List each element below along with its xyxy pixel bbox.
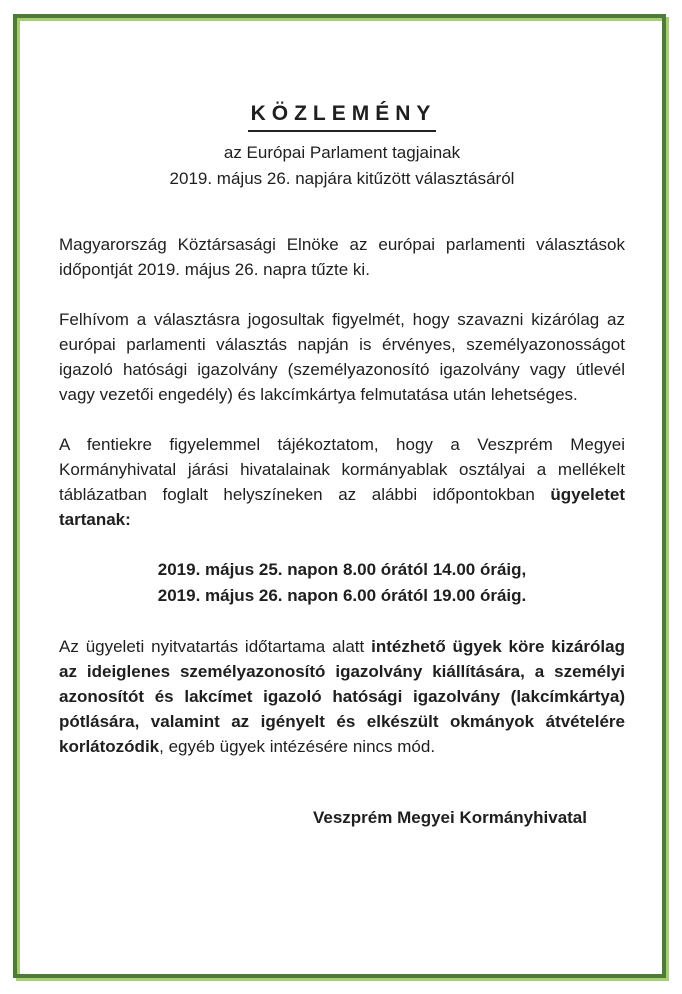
page-title: KÖZLEMÉNY	[248, 102, 437, 132]
paragraph-service-scope: Az ügyeleti nyitvatartás időtartama alatt intézhető ügyek köre kizárólag az ideiglenes személyazonosító igazolvány kiállítására, a személyi azonosítót és lakcímet igazoló hatósági igazolvány (lakcímkártya) pótlására, valamint az igényelt és elkészült okmányok átvételére korlátozódik, egyéb ügyek intézésére nincs mód.	[59, 637, 625, 756]
body-paragraphs	[59, 232, 625, 759]
signature-issuer: Veszprém Megyei Kormányhivatal	[312, 808, 587, 827]
title-block	[59, 102, 625, 132]
schedule-line-may-25: 2019. május 25. napon 8.00 órától 14.00 óráig,	[157, 560, 527, 579]
duty-hours-schedule	[59, 557, 625, 609]
paragraph-voting-requirements: Felhívom a választásra jogosultak figyelmét, hogy szavazni kizárólag az európai parlamenti választás napján is érvényes, személyazonosságot igazoló hatósági igazolvány (személyazonosító igazolvány vagy útlevél vagy vezetői engedély) és lakcímkártya felmutatása után lehetséges.	[59, 310, 625, 404]
schedule-line-may-26: 2019. május 26. napon 6.00 órától 19.00 óráig.	[157, 586, 527, 605]
paragraph-election-date: Magyarország Köztársasági Elnöke az európai parlamenti választások időpontját 2019. május 26. napra tűzte ki.	[59, 235, 625, 279]
subtitle-line-2: 2019. május 26. napjára kitűzött választásáról	[169, 169, 515, 188]
notice-content	[59, 22, 625, 828]
paragraph-duty-announcement: A fentiekre figyelemmel tájékoztatom, hogy a Veszprém Megyei Kormányhivatal járási hivatalainak kormányablak osztályai a mellékelt táblázatban foglalt helyszíneken az alábbi időpontokban ügyeletet tartanak:	[59, 435, 625, 529]
subtitle-line-1: az Európai Parlament tagjainak	[223, 143, 461, 162]
